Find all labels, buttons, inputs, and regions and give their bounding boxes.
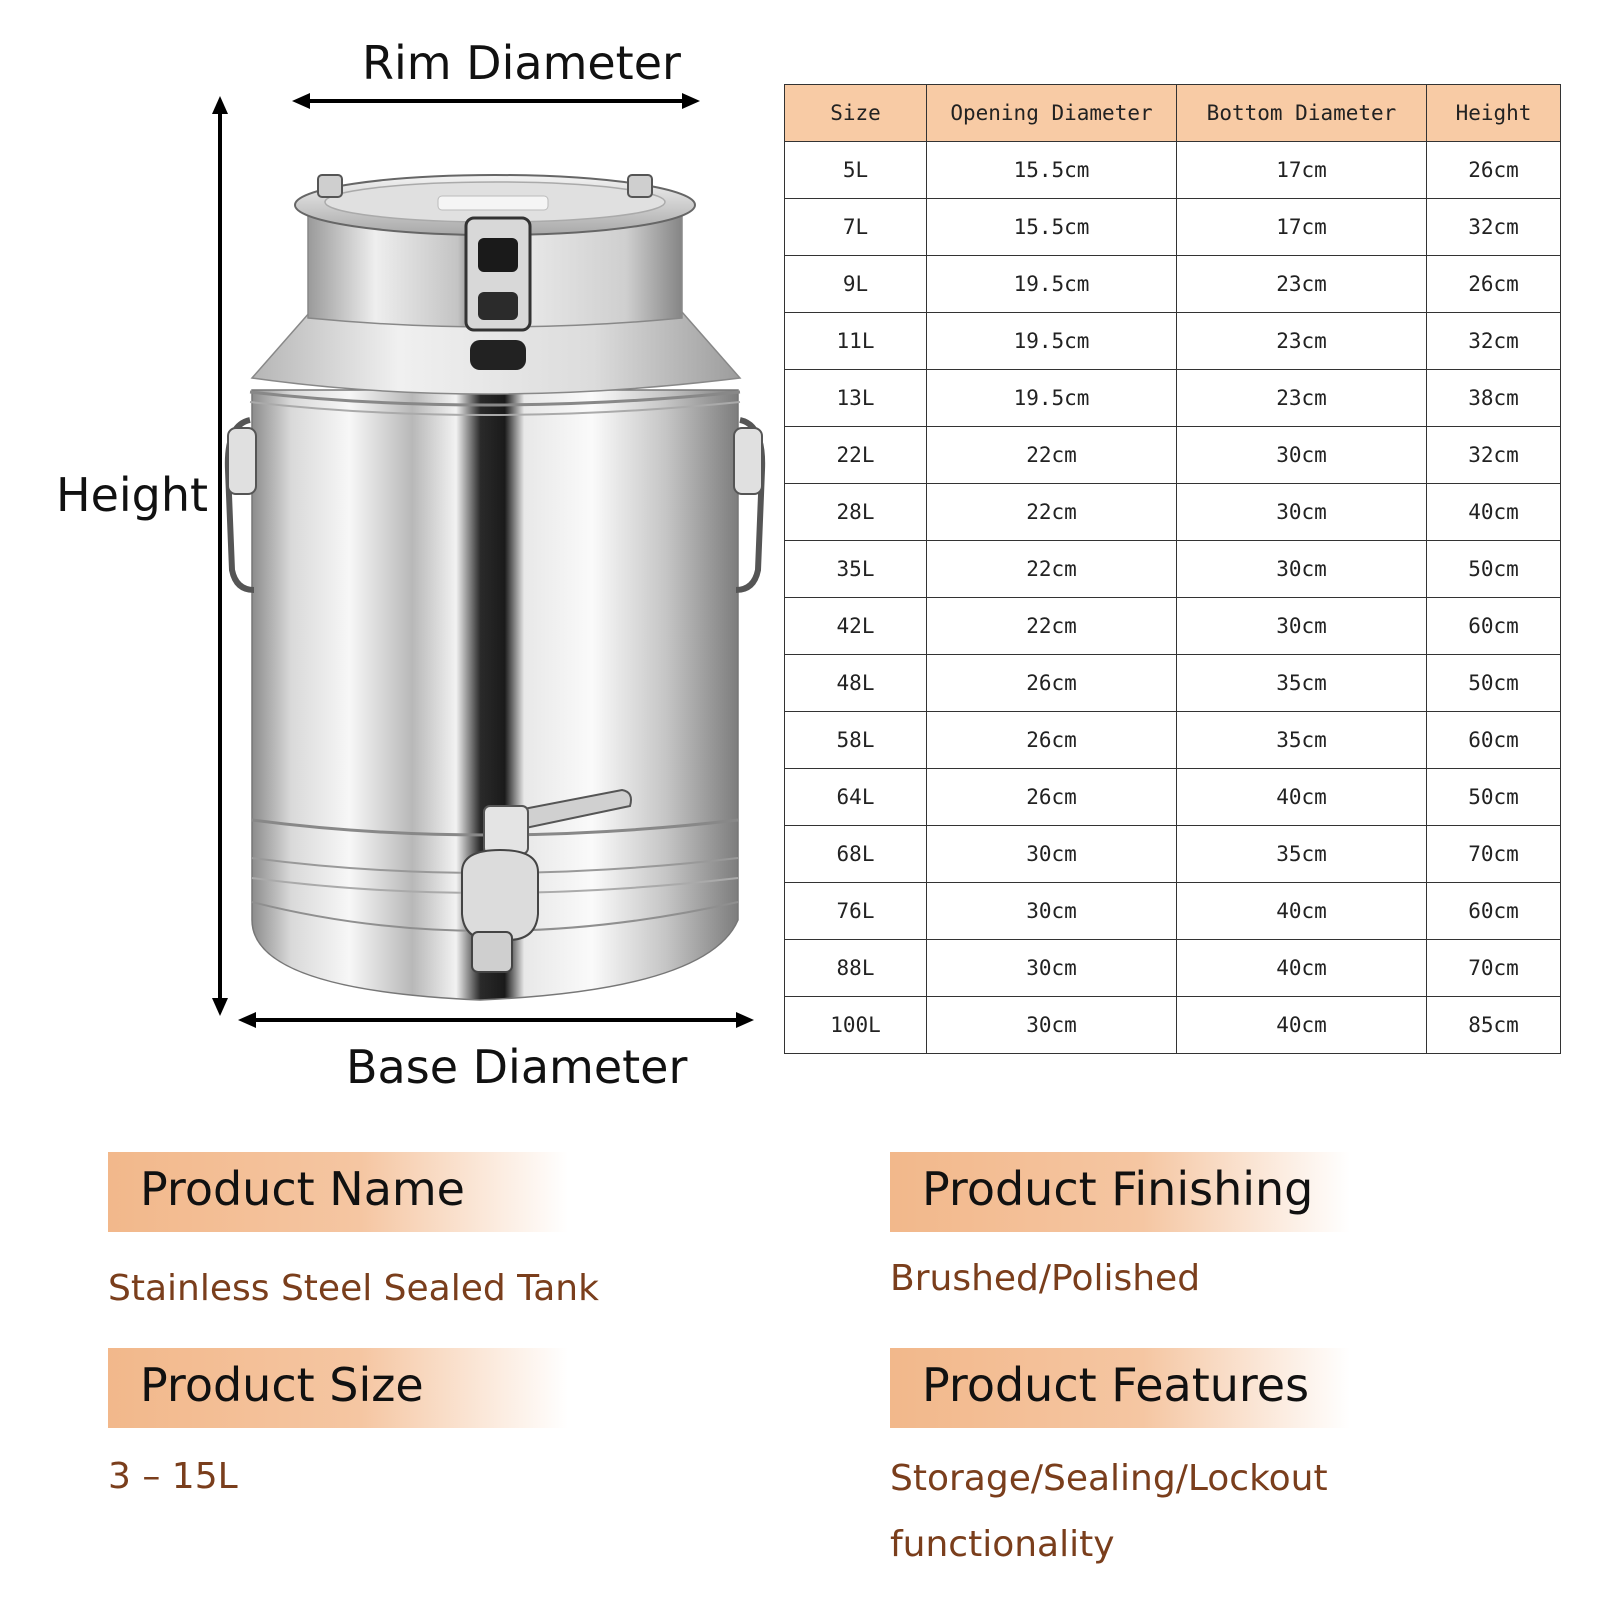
size-table: [784, 84, 1561, 1054]
cell-height: 60cm: [1427, 598, 1561, 655]
cell-height: 60cm: [1427, 883, 1561, 940]
cell-height: 26cm: [1427, 142, 1561, 199]
cell-bottom-diameter: 40cm: [1177, 997, 1427, 1054]
table-row: [785, 427, 1561, 484]
table-row: [785, 142, 1561, 199]
header-opening-diameter: Opening Diameter: [927, 85, 1177, 142]
table-row: [785, 769, 1561, 826]
product-features-line-2: functionality: [890, 1524, 1115, 1565]
product-finishing-banner: [890, 1152, 1350, 1232]
cell-height: 38cm: [1427, 370, 1561, 427]
rim-diameter-label: Rim Diameter: [362, 36, 681, 90]
cell-bottom-diameter: 30cm: [1177, 484, 1427, 541]
height-label: Height: [56, 468, 209, 522]
cell-height: 32cm: [1427, 199, 1561, 256]
cell-opening-diameter: 22cm: [927, 484, 1177, 541]
cell-size: 35L: [785, 541, 927, 598]
cell-opening-diameter: 19.5cm: [927, 370, 1177, 427]
cell-opening-diameter: 22cm: [927, 598, 1177, 655]
cell-height: 85cm: [1427, 997, 1561, 1054]
cell-opening-diameter: 15.5cm: [927, 199, 1177, 256]
cell-bottom-diameter: 17cm: [1177, 142, 1427, 199]
cell-height: 50cm: [1427, 769, 1561, 826]
cell-opening-diameter: 30cm: [927, 997, 1177, 1054]
cell-size: 48L: [785, 655, 927, 712]
cell-opening-diameter: 22cm: [927, 427, 1177, 484]
base-arrow: [238, 1012, 754, 1028]
cell-height: 40cm: [1427, 484, 1561, 541]
table-row: [785, 655, 1561, 712]
cell-height: 70cm: [1427, 826, 1561, 883]
product-name-banner: [108, 1152, 568, 1232]
cell-bottom-diameter: 30cm: [1177, 427, 1427, 484]
product-features-banner: [890, 1348, 1350, 1428]
product-size-value: 3 – 15L: [108, 1456, 238, 1497]
cell-size: 11L: [785, 313, 927, 370]
product-finishing-value: Brushed/Polished: [890, 1258, 1201, 1299]
table-row: [785, 712, 1561, 769]
header-height: Height: [1427, 85, 1561, 142]
cell-bottom-diameter: 17cm: [1177, 199, 1427, 256]
table-row: [785, 826, 1561, 883]
cell-bottom-diameter: 30cm: [1177, 598, 1427, 655]
cell-size: 5L: [785, 142, 927, 199]
cell-size: 42L: [785, 598, 927, 655]
cell-height: 60cm: [1427, 712, 1561, 769]
product-name-value: Stainless Steel Sealed Tank: [108, 1268, 599, 1309]
cell-size: 68L: [785, 826, 927, 883]
cell-bottom-diameter: 35cm: [1177, 655, 1427, 712]
table-row: [785, 940, 1561, 997]
rim-arrow: [292, 93, 700, 109]
cell-height: 70cm: [1427, 940, 1561, 997]
table-header-row: [785, 85, 1561, 142]
cell-size: 7L: [785, 199, 927, 256]
product-features-label: Product Features: [922, 1358, 1310, 1412]
table-row: [785, 541, 1561, 598]
cell-opening-diameter: 15.5cm: [927, 142, 1177, 199]
cell-opening-diameter: 19.5cm: [927, 313, 1177, 370]
height-arrow: [212, 96, 228, 1016]
cell-bottom-diameter: 23cm: [1177, 256, 1427, 313]
product-features-value: [890, 1446, 1328, 1578]
cell-bottom-diameter: 30cm: [1177, 541, 1427, 598]
cell-size: 22L: [785, 427, 927, 484]
product-features-line-1: Storage/Sealing/Lockout: [890, 1458, 1328, 1499]
cell-opening-diameter: 26cm: [927, 655, 1177, 712]
cell-bottom-diameter: 40cm: [1177, 769, 1427, 826]
product-finishing-label: Product Finishing: [922, 1162, 1314, 1216]
table-row: [785, 199, 1561, 256]
cell-bottom-diameter: 35cm: [1177, 712, 1427, 769]
table-row: [785, 370, 1561, 427]
cell-opening-diameter: 26cm: [927, 769, 1177, 826]
cell-bottom-diameter: 40cm: [1177, 940, 1427, 997]
cell-opening-diameter: 30cm: [927, 940, 1177, 997]
cell-opening-diameter: 19.5cm: [927, 256, 1177, 313]
base-diameter-label: Base Diameter: [346, 1040, 688, 1094]
table-row: [785, 598, 1561, 655]
cell-opening-diameter: 30cm: [927, 883, 1177, 940]
product-size-label: Product Size: [140, 1358, 424, 1412]
table-row: [785, 313, 1561, 370]
cell-opening-diameter: 26cm: [927, 712, 1177, 769]
cell-height: 50cm: [1427, 655, 1561, 712]
cell-size: 100L: [785, 997, 927, 1054]
tank-illustration: [210, 90, 770, 1030]
cell-height: 26cm: [1427, 256, 1561, 313]
cell-size: 76L: [785, 883, 927, 940]
cell-bottom-diameter: 40cm: [1177, 883, 1427, 940]
cell-bottom-diameter: 23cm: [1177, 370, 1427, 427]
cell-size: 28L: [785, 484, 927, 541]
table-row: [785, 256, 1561, 313]
header-size: Size: [785, 85, 927, 142]
cell-opening-diameter: 22cm: [927, 541, 1177, 598]
cell-height: 32cm: [1427, 313, 1561, 370]
product-name-label: Product Name: [140, 1162, 465, 1216]
table-row: [785, 997, 1561, 1054]
header-bottom-diameter: Bottom Diameter: [1177, 85, 1427, 142]
cell-size: 9L: [785, 256, 927, 313]
cell-height: 50cm: [1427, 541, 1561, 598]
cell-size: 58L: [785, 712, 927, 769]
product-size-banner: [108, 1348, 568, 1428]
table-row: [785, 484, 1561, 541]
cell-size: 64L: [785, 769, 927, 826]
table-row: [785, 883, 1561, 940]
cell-bottom-diameter: 23cm: [1177, 313, 1427, 370]
cell-bottom-diameter: 35cm: [1177, 826, 1427, 883]
cell-height: 32cm: [1427, 427, 1561, 484]
cell-size: 13L: [785, 370, 927, 427]
cell-size: 88L: [785, 940, 927, 997]
cell-opening-diameter: 30cm: [927, 826, 1177, 883]
